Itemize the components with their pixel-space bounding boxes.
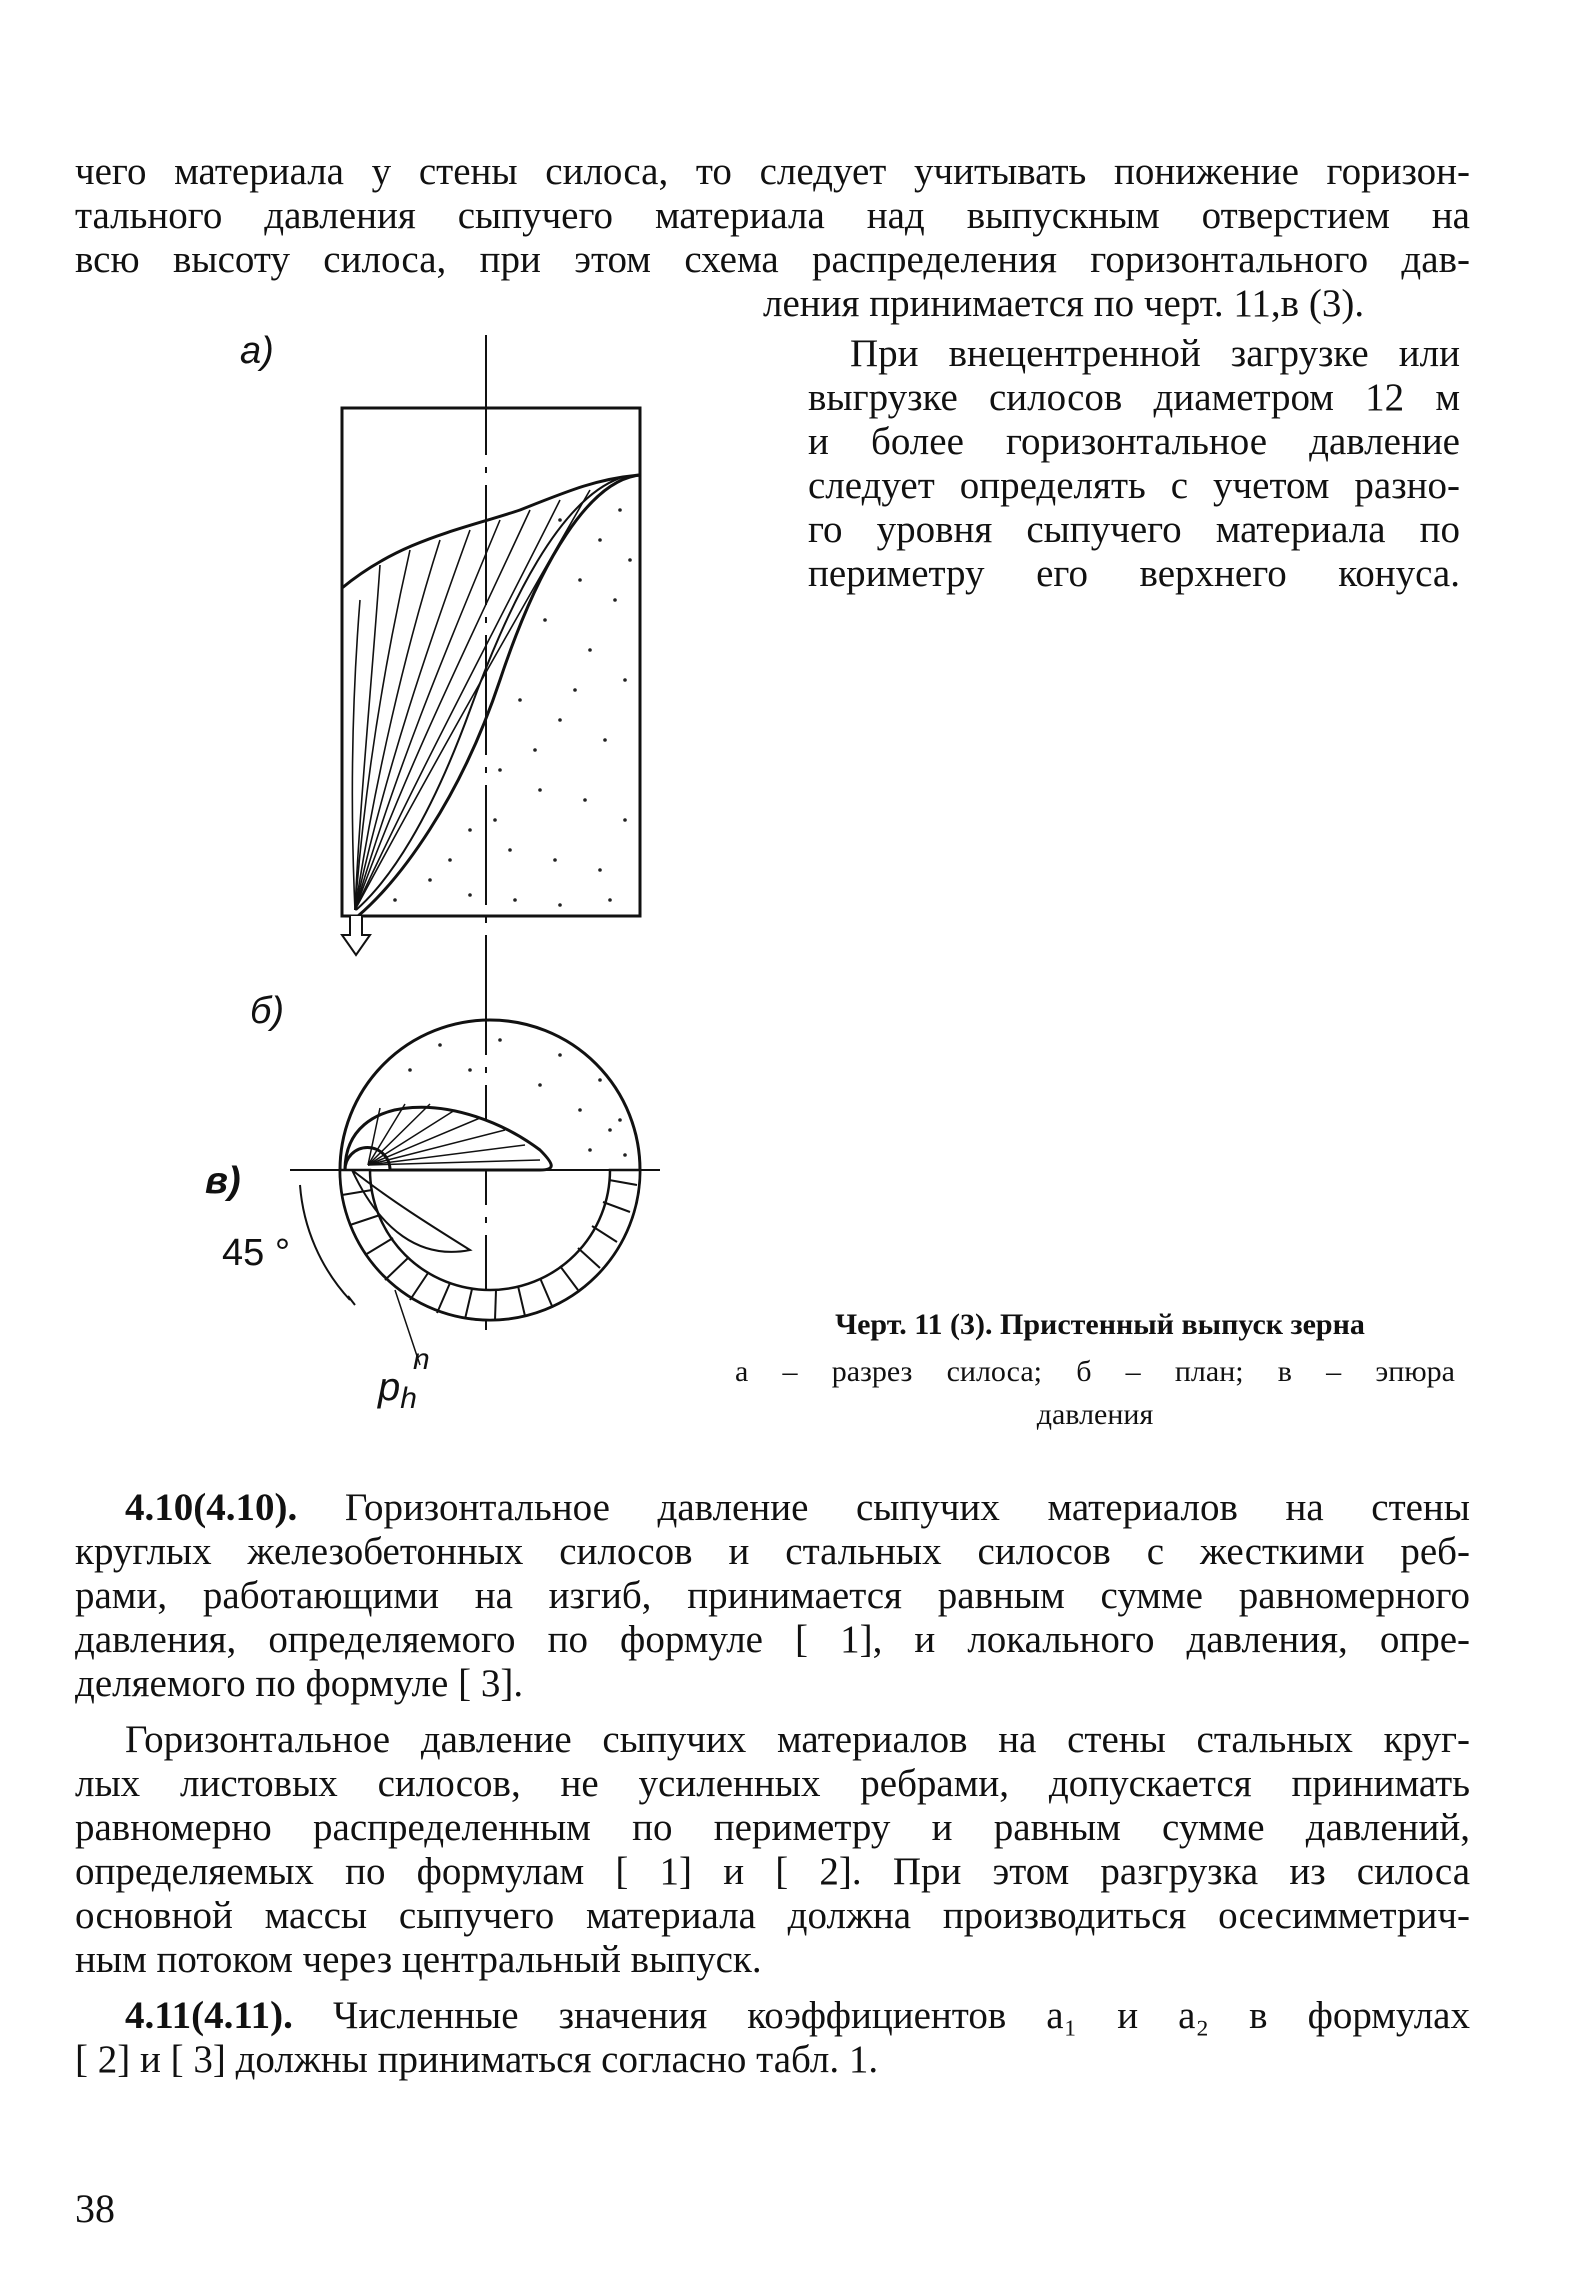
pressure-n: n [413,1343,430,1376]
paragraph-4-10-line [125,1486,1470,1530]
text-line: деляемого по формуле [ 3]. [75,1662,524,1705]
angle-label: 45 ° [222,1232,291,1274]
text-line: [ 2] и [ 3] должны приниматься согласно табл. 1. [75,2038,879,2081]
text-span: Горизонтальное давление сыпучих материалов на стены [297,1486,1470,1529]
text-line: выгрузке силосов диаметром 12 м [808,376,1460,419]
text-line: всю высоту силоса, при этом схема распределения горизонтального дав- [75,238,1470,281]
text-line: периметру его верхнего конуса. [808,552,1460,595]
figure-caption-legend: а – разрез силоса; б – план; в – эпюра [735,1355,1455,1388]
text-line: чего материала у стены силоса, то следует учитывать понижение горизон- [75,150,1470,193]
page-number: 38 [75,2186,115,2231]
text-line: лых листовых силосов, не усиленных ребрами, допускается принимать [75,1762,1470,1805]
text-line: и более горизонтальное давление [808,420,1460,463]
figure-caption-legend-cont: давления [1036,1398,1154,1431]
text-line: Горизонтальное давление сыпучих материалов на стены стальных круг- [125,1718,1470,1761]
pressure-p: p [378,1365,401,1409]
text-line: равномерно распределенным по периметру и равным сумме давлений, [75,1806,1470,1849]
text-line: ным потоком через центральный выпуск. [75,1938,762,1981]
figure-caption-title: Черт. 11 (3). Пристенный выпуск зерна [835,1308,1365,1341]
text-line: При внецентренной загрузке или [850,332,1460,375]
text-span: Численные значения коэффициентов а₁ и а₂ в формулах [292,1994,1470,2037]
text-line: следует определять с учетом разно- [808,464,1460,507]
pressure-h: h [400,1382,417,1415]
section-number: 4.11(4.11). [125,1994,293,2037]
text-line: основной массы сыпучего материала должна производиться осесимметрич- [75,1894,1470,1937]
text-line: круглых железобетонных силосов и стальных силосов с жесткими реб- [75,1530,1470,1573]
text-line: го уровня сыпучего материала по [808,508,1460,551]
paragraph-4-11-line [125,1994,1470,2038]
flow-lines [352,490,590,910]
text-line: ления принимается по черт. 11,в (3). [763,282,1365,325]
stipple-section [393,508,632,907]
label-a: а) [240,330,274,372]
text-line: рами, работающими на изгиб, принимается равным сумме равномерного [75,1574,1470,1617]
label-b: б) [250,990,285,1032]
text-line: давления, определяемого по формуле [ 1], и локального давления, опре- [75,1618,1470,1661]
text-line: определяемых по формулам [ 1] и [ 2]. При этом разгрузка из силоса [75,1850,1470,1893]
outlet-arrow [342,916,370,955]
section-number: 4.10(4.10). [125,1486,298,1529]
pressure-symbol [378,1365,417,1415]
flow-boundary [358,475,640,916]
pressure-epure [340,1170,640,1320]
flow-boundary-inner [356,478,620,910]
text-line: тального давления сыпучего материала над выпускным отверстием на [75,194,1470,237]
label-v: в) [205,1160,241,1202]
